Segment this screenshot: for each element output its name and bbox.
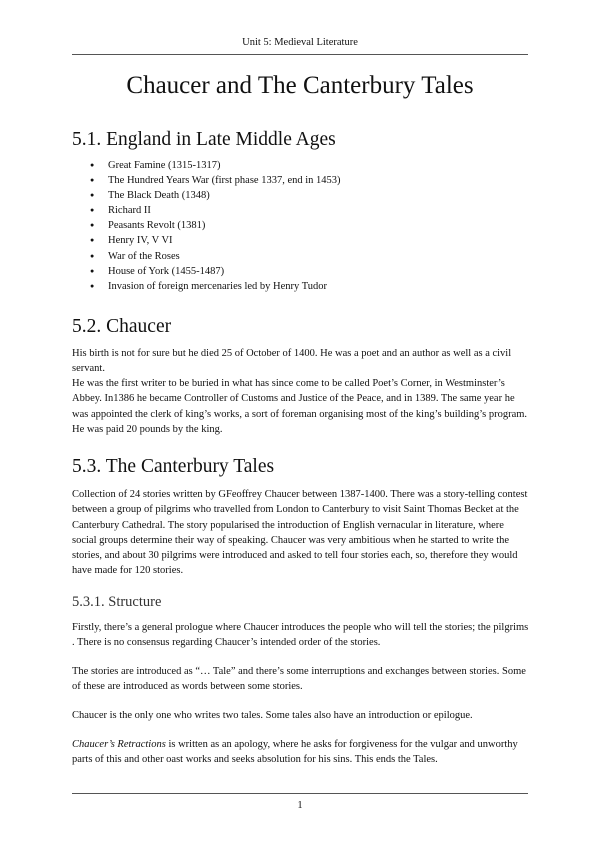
chaucer-paragraph-1: His birth is not for sure but he died 25 of October of 1400. He was a poet and an author as well as a civil servant. bbox=[72, 348, 512, 375]
footer-divider bbox=[72, 793, 528, 794]
list-item: ● House of York (1455-1487) bbox=[72, 264, 341, 279]
page-header: Unit 5: Medieval Literature bbox=[242, 37, 358, 48]
list-item: ● Peasants Revolt (1381) bbox=[72, 218, 341, 233]
header-divider bbox=[72, 54, 528, 55]
page-number: 1 bbox=[297, 800, 303, 811]
section-heading-chaucer: 5.2. Chaucer bbox=[72, 316, 172, 337]
retractions-text: is written as an apology, where he asks for forgiveness for the vulgar and unworthy parts of this and other oast works and seeks absolution for his sins. This ends the Tales. bbox=[72, 739, 518, 766]
section-heading-canterbury: 5.3. The Canterbury Tales bbox=[72, 456, 275, 477]
list-item: ● Henry IV, V VI bbox=[72, 233, 341, 248]
structure-paragraph-2: The stories are introduced as “… Tale” and there’s some interruptions and exchanges between stories. Some of these are introduced as words between some stories. bbox=[72, 666, 526, 693]
document-title: Chaucer and The Canterbury Tales bbox=[126, 72, 474, 99]
list-item: ● Invasion of foreign mercenaries led by Henry Tudor bbox=[72, 279, 341, 294]
list-item: ● Richard II bbox=[72, 203, 341, 218]
list-item: ● War of the Roses bbox=[72, 249, 341, 264]
subsection-heading-structure: 5.3.1. Structure bbox=[72, 594, 162, 610]
structure-paragraph-1: Firstly, there’s a general prologue where Chaucer introduces the people who will tell the stories; the pilgrims . There is no consensus regarding Chaucer’s intended order of the stories. bbox=[72, 622, 529, 649]
history-bullet-list bbox=[72, 158, 341, 294]
list-item: ● Great Famine (1315-1317) bbox=[72, 158, 341, 173]
retractions-title: Chaucer’s Retractions bbox=[72, 739, 166, 750]
canterbury-paragraph: Collection of 24 stories written by GFeoffrey Chaucer between 1387-1400. There was a story-telling contest between a group of pilgrims who travelled from London to Canterbury to visit Saint Thomas Becket at the Canterbury Cathedral. The story popularised the introduction of English vernacular in literature, where social groups determine their way of speaking. Chaucer was very ambitious when he started to write the stories, and about 30 pilgrims were introduced and asked to tell four stories each, so, therefore they would have made for 120 stories. bbox=[72, 489, 528, 577]
list-item: ● The Hundred Years War (first phase 1337, end in 1453) bbox=[72, 173, 341, 188]
structure-paragraph-3: Chaucer is the only one who writes two tales. Some tales also have an introduction or epilogue. bbox=[72, 710, 473, 721]
section-heading-england: 5.1. England in Late Middle Ages bbox=[72, 129, 336, 150]
structure-paragraph-4 bbox=[72, 737, 530, 768]
list-item: ● The Black Death (1348) bbox=[72, 188, 341, 203]
chaucer-paragraph-2: He was the first writer to be buried in what has since come to be called Poet’s Corner, in Westminster’s Abbey. In1386 he became Controller of Customs and Justice of the Peace, and in 1389. The same year he was appointed the clerk of king’s works, a sort of foreman organising most of the king’s building’s program. He was paid 20 pounds by the king. bbox=[72, 378, 528, 435]
